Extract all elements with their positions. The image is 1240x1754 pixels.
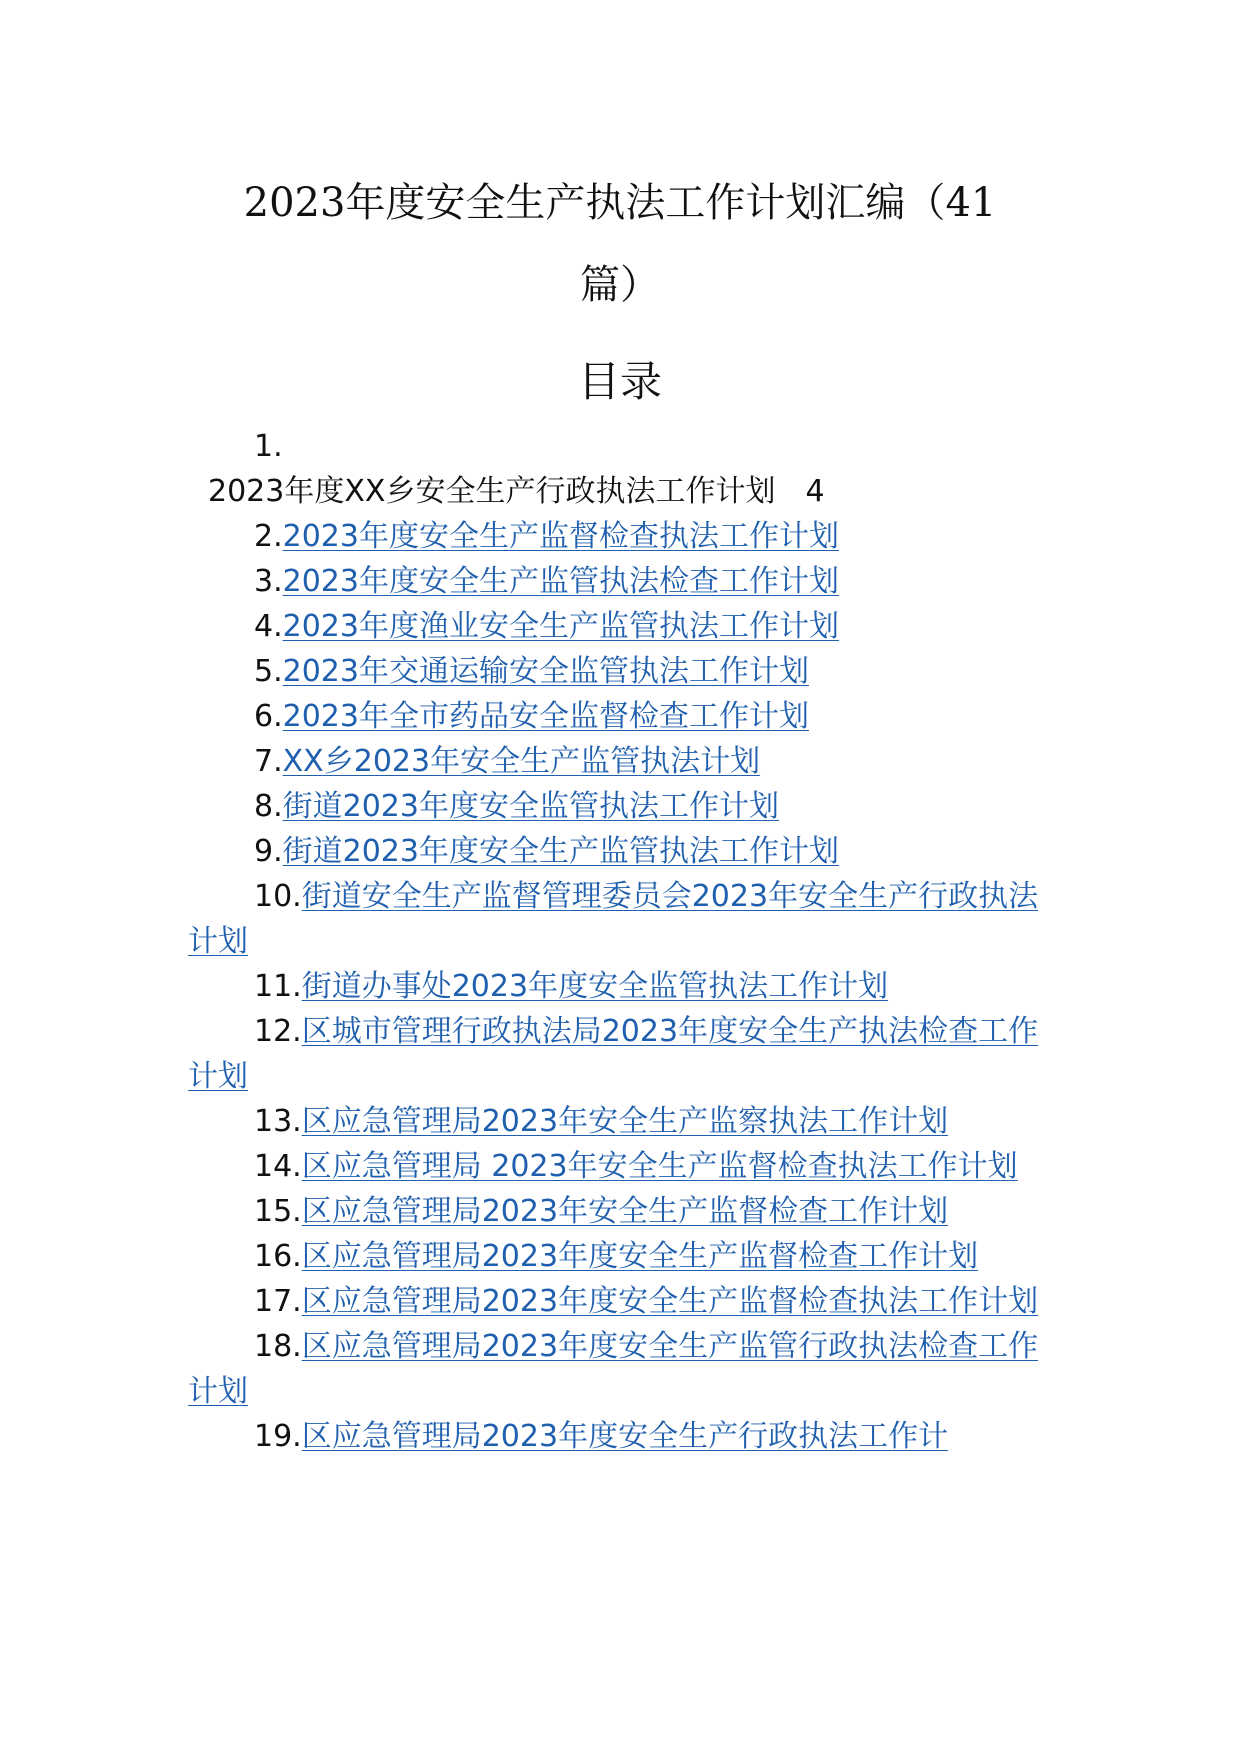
toc-link[interactable]: 2023年度渔业安全生产监管执法工作计划 (282, 609, 839, 644)
toc-item-1 (188, 424, 1056, 514)
toc-item-13 (188, 1099, 1056, 1144)
toc-link[interactable]: 街道2023年度安全监管执法工作计划 (282, 789, 779, 824)
toc-link[interactable]: 街道2023年度安全生产监管执法工作计划 (282, 834, 839, 869)
toc-item-index: 5. (254, 654, 283, 689)
toc-item-index: 7. (254, 744, 283, 779)
toc-item-first-entry (188, 469, 1056, 514)
toc-item-index: 2. (254, 519, 283, 554)
toc-page-number: 4 (805, 474, 825, 509)
toc-item-6 (188, 694, 1056, 739)
toc-link[interactable]: 街道安全生产监督管理委员会2023年安全生产行政执法计划 (188, 879, 1039, 959)
toc-link[interactable]: 区应急管理局2023年度安全生产监管行政执法检查工作计划 (188, 1329, 1039, 1409)
title-text-line1: 年度安全生产执法工作计划汇编（ (345, 180, 946, 226)
toc-item-18 (188, 1324, 1056, 1414)
toc-item-index: 6. (254, 699, 283, 734)
title-year: 2023 (243, 180, 346, 226)
toc-item-index: 10. (254, 879, 302, 914)
toc-item-11 (188, 964, 1056, 1009)
toc-item-index: 16. (254, 1239, 302, 1274)
toc-link[interactable]: XX乡2023年安全生产监管执法计划 (282, 744, 761, 779)
toc-item-index: 4. (254, 609, 283, 644)
toc-item-index: 17. (254, 1284, 302, 1319)
toc-item-index: 1. (254, 429, 283, 464)
toc-item-15 (188, 1189, 1056, 1234)
toc-item-3 (188, 559, 1056, 604)
toc-link[interactable]: 区应急管理局 2023年安全生产监督检查执法工作计划 (301, 1149, 1018, 1184)
toc-link[interactable]: 2023年度安全生产监督检查执法工作计划 (282, 519, 839, 554)
toc-item-9 (188, 829, 1056, 874)
toc-item-2 (188, 514, 1056, 559)
table-of-contents (188, 424, 1056, 1459)
title-text-line2: 篇） (580, 262, 660, 308)
toc-item-index: 8. (254, 789, 283, 824)
toc-item-index: 14. (254, 1149, 302, 1184)
toc-link[interactable]: 区城市管理行政执法局2023年度安全生产执法检查工作计划 (188, 1014, 1039, 1094)
toc-item-index: 3. (254, 564, 283, 599)
toc-link[interactable]: 区应急管理局2023年度安全生产监督检查执法工作计划 (301, 1284, 1039, 1319)
toc-link[interactable]: 区应急管理局2023年安全生产监察执法工作计划 (301, 1104, 949, 1139)
toc-link[interactable]: 2023年交通运输安全监管执法工作计划 (282, 654, 809, 689)
toc-item-12 (188, 1009, 1056, 1099)
document-title (188, 162, 1052, 326)
toc-item-10 (188, 874, 1056, 964)
toc-item-7 (188, 739, 1056, 784)
toc-heading: 目录 (577, 357, 662, 406)
toc-item-4 (188, 604, 1056, 649)
toc-item-index: 11. (254, 969, 302, 1004)
toc-item-5 (188, 649, 1056, 694)
toc-item-14 (188, 1144, 1056, 1189)
toc-item-text: 2023年度XX乡安全生产行政执法工作计划 (208, 474, 776, 509)
toc-link[interactable]: 区应急管理局2023年度安全生产行政执法工作计 (301, 1419, 949, 1454)
toc-item-index: 15. (254, 1194, 302, 1229)
toc-item-index: 13. (254, 1104, 302, 1139)
toc-link[interactable]: 街道办事处2023年度安全监管执法工作计划 (301, 969, 889, 1004)
toc-item-17 (188, 1279, 1056, 1324)
toc-link[interactable]: 2023年全市药品安全监督检查工作计划 (282, 699, 809, 734)
toc-link[interactable]: 区应急管理局2023年度安全生产监督检查工作计划 (301, 1239, 979, 1274)
toc-item-19 (188, 1414, 1056, 1459)
toc-item-index: 18. (254, 1329, 302, 1364)
toc-item-index: 12. (254, 1014, 302, 1049)
toc-item-16 (188, 1234, 1056, 1279)
toc-link[interactable]: 2023年度安全生产监管执法检查工作计划 (282, 564, 839, 599)
toc-link[interactable]: 区应急管理局2023年安全生产监督检查工作计划 (301, 1194, 949, 1229)
title-count: 41 (945, 180, 997, 226)
toc-item-index: 9. (254, 834, 283, 869)
toc-item-index: 19. (254, 1419, 302, 1454)
toc-item-8 (188, 784, 1056, 829)
